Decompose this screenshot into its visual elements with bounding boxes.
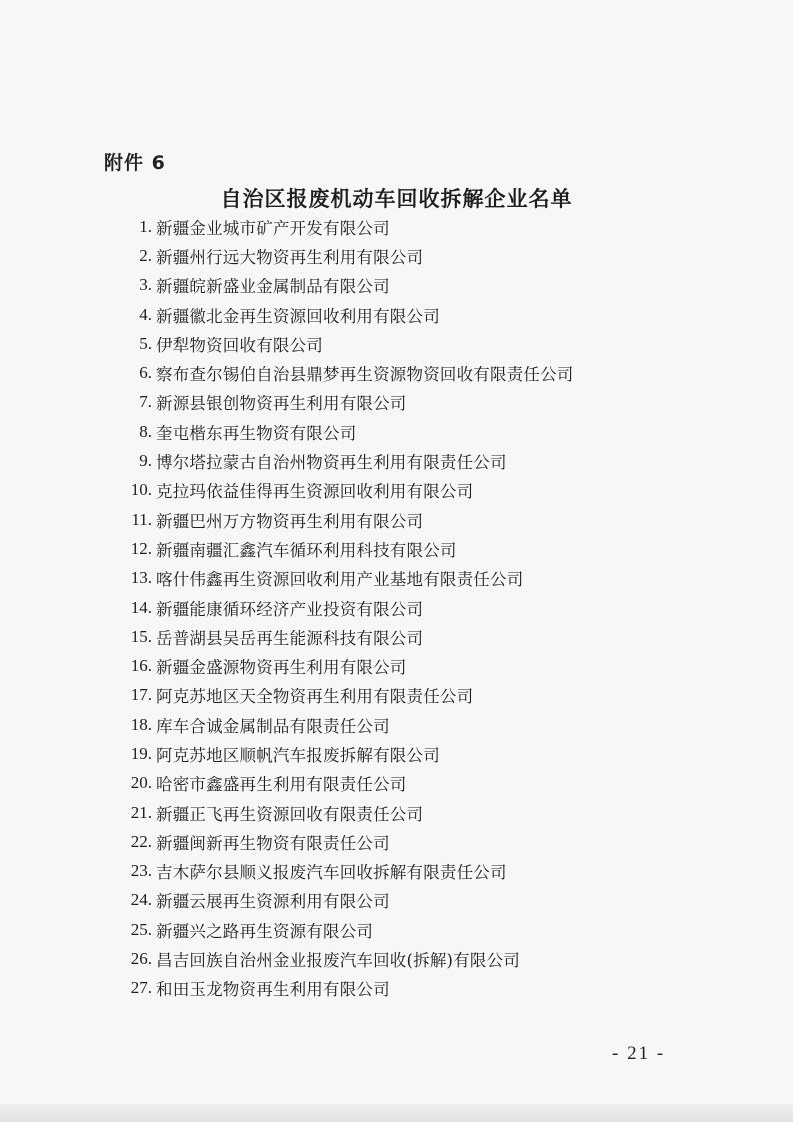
list-item-number: 10. — [130, 480, 152, 500]
list-item — [108, 329, 708, 358]
list-item-number: 19. — [130, 743, 152, 763]
list-item — [108, 827, 708, 856]
list-item-number: 4. — [139, 304, 152, 324]
list-item — [108, 886, 708, 915]
company-name: 喀什伟鑫再生资源回收利用产业基地有限责任公司 — [156, 570, 524, 590]
document-title: 自治区报废机动车回收拆解企业名单 — [220, 187, 573, 211]
company-name: 新疆金盛源物资再生利用有限公司 — [156, 658, 407, 678]
list-item-number: 9. — [139, 451, 152, 471]
list-item — [108, 739, 708, 768]
list-item-number: 6. — [139, 363, 152, 383]
list-item — [108, 593, 708, 622]
list-item-number: 20. — [130, 773, 152, 793]
list-item — [108, 300, 708, 329]
list-item-number: 15. — [130, 626, 152, 646]
list-item-number: 16. — [130, 656, 152, 676]
list-item-number: 5. — [139, 333, 152, 353]
company-name: 库车合诚金属制品有限责任公司 — [156, 716, 390, 736]
company-name: 新疆金业城市矿产开发有限公司 — [156, 218, 390, 238]
list-item-number: 25. — [130, 919, 152, 939]
list-item — [108, 358, 708, 387]
company-name: 察布查尔锡伯自治县鼎梦再生资源物资回收有限责任公司 — [156, 365, 574, 385]
list-item — [108, 446, 708, 475]
company-name: 岳普湖县吴岳再生能源科技有限公司 — [156, 628, 424, 648]
list-item — [108, 798, 708, 827]
list-item — [108, 681, 708, 710]
company-name: 和田玉龙物资再生利用有限公司 — [156, 980, 390, 1000]
list-item — [108, 857, 708, 886]
list-item-number: 17. — [130, 685, 152, 705]
list-item-number: 13. — [130, 568, 152, 588]
page-number: - 21 - — [612, 1043, 666, 1064]
list-item-number: 3. — [139, 275, 152, 295]
company-name: 新源县银创物资再生利用有限公司 — [156, 394, 407, 414]
list-item — [108, 769, 708, 798]
list-item — [108, 710, 708, 739]
list-item — [108, 915, 708, 944]
company-name: 吉木萨尔县顺义报废汽车回收拆解有限责任公司 — [156, 863, 507, 883]
list-item-number: 14. — [130, 597, 152, 617]
company-name: 新疆州行远大物资再生利用有限公司 — [156, 247, 424, 267]
list-item — [108, 241, 708, 270]
list-item-number: 7. — [139, 392, 152, 412]
company-name: 阿克苏地区顺帆汽车报废拆解有限公司 — [156, 745, 440, 765]
list-item-number: 24. — [130, 890, 152, 910]
company-name: 新疆云展再生资源利用有限公司 — [156, 892, 390, 912]
list-item — [108, 651, 708, 680]
list-item — [108, 564, 708, 593]
company-name: 昌吉回族自治州金业报废汽车回收(拆解)有限公司 — [156, 951, 520, 971]
page-bottom-edge — [0, 1104, 793, 1122]
list-item — [108, 505, 708, 534]
company-name: 克拉玛依益佳得再生资源回收利用有限公司 — [156, 482, 474, 502]
list-item-number: 1. — [139, 216, 152, 236]
list-item-number: 26. — [130, 949, 152, 969]
company-name: 新疆正飞再生资源回收有限责任公司 — [156, 804, 424, 824]
company-name: 博尔塔拉蒙古自治州物资再生利用有限责任公司 — [156, 453, 507, 473]
company-name: 新疆兴之路再生资源有限公司 — [156, 921, 374, 941]
list-item-number: 8. — [139, 421, 152, 441]
list-item-number: 12. — [130, 538, 152, 558]
list-item — [108, 212, 708, 241]
list-item — [108, 476, 708, 505]
company-name: 新疆皖新盛业金属制品有限公司 — [156, 277, 390, 297]
attachment-label: 附件 6 — [104, 152, 166, 174]
list-item-number: 27. — [130, 978, 152, 998]
list-item-number: 11. — [131, 509, 152, 529]
list-item-number: 23. — [130, 861, 152, 881]
list-item — [108, 944, 708, 973]
list-item-number: 22. — [130, 831, 152, 851]
list-item — [108, 974, 708, 1003]
list-item — [108, 388, 708, 417]
list-item-number: 18. — [130, 714, 152, 734]
company-name: 新疆巴州万方物资再生利用有限公司 — [156, 511, 424, 531]
company-name: 伊犁物资回收有限公司 — [156, 335, 323, 355]
list-item — [108, 417, 708, 446]
list-item — [108, 534, 708, 563]
list-item-number: 21. — [130, 802, 152, 822]
company-name: 奎屯楷东再生物资有限公司 — [156, 423, 357, 443]
company-name: 哈密市鑫盛再生利用有限责任公司 — [156, 775, 407, 795]
company-name: 新疆能康循环经济产业投资有限公司 — [156, 599, 424, 619]
company-name: 阿克苏地区天全物资再生利用有限责任公司 — [156, 687, 474, 707]
list-item-number: 2. — [139, 245, 152, 265]
company-name: 新疆徽北金再生资源回收利用有限公司 — [156, 306, 440, 326]
company-name: 新疆闽新再生物资有限责任公司 — [156, 833, 390, 853]
company-name: 新疆南疆汇鑫汽车循环利用科技有限公司 — [156, 540, 457, 560]
company-list — [108, 212, 708, 1003]
list-item — [108, 622, 708, 651]
list-item — [108, 271, 708, 300]
